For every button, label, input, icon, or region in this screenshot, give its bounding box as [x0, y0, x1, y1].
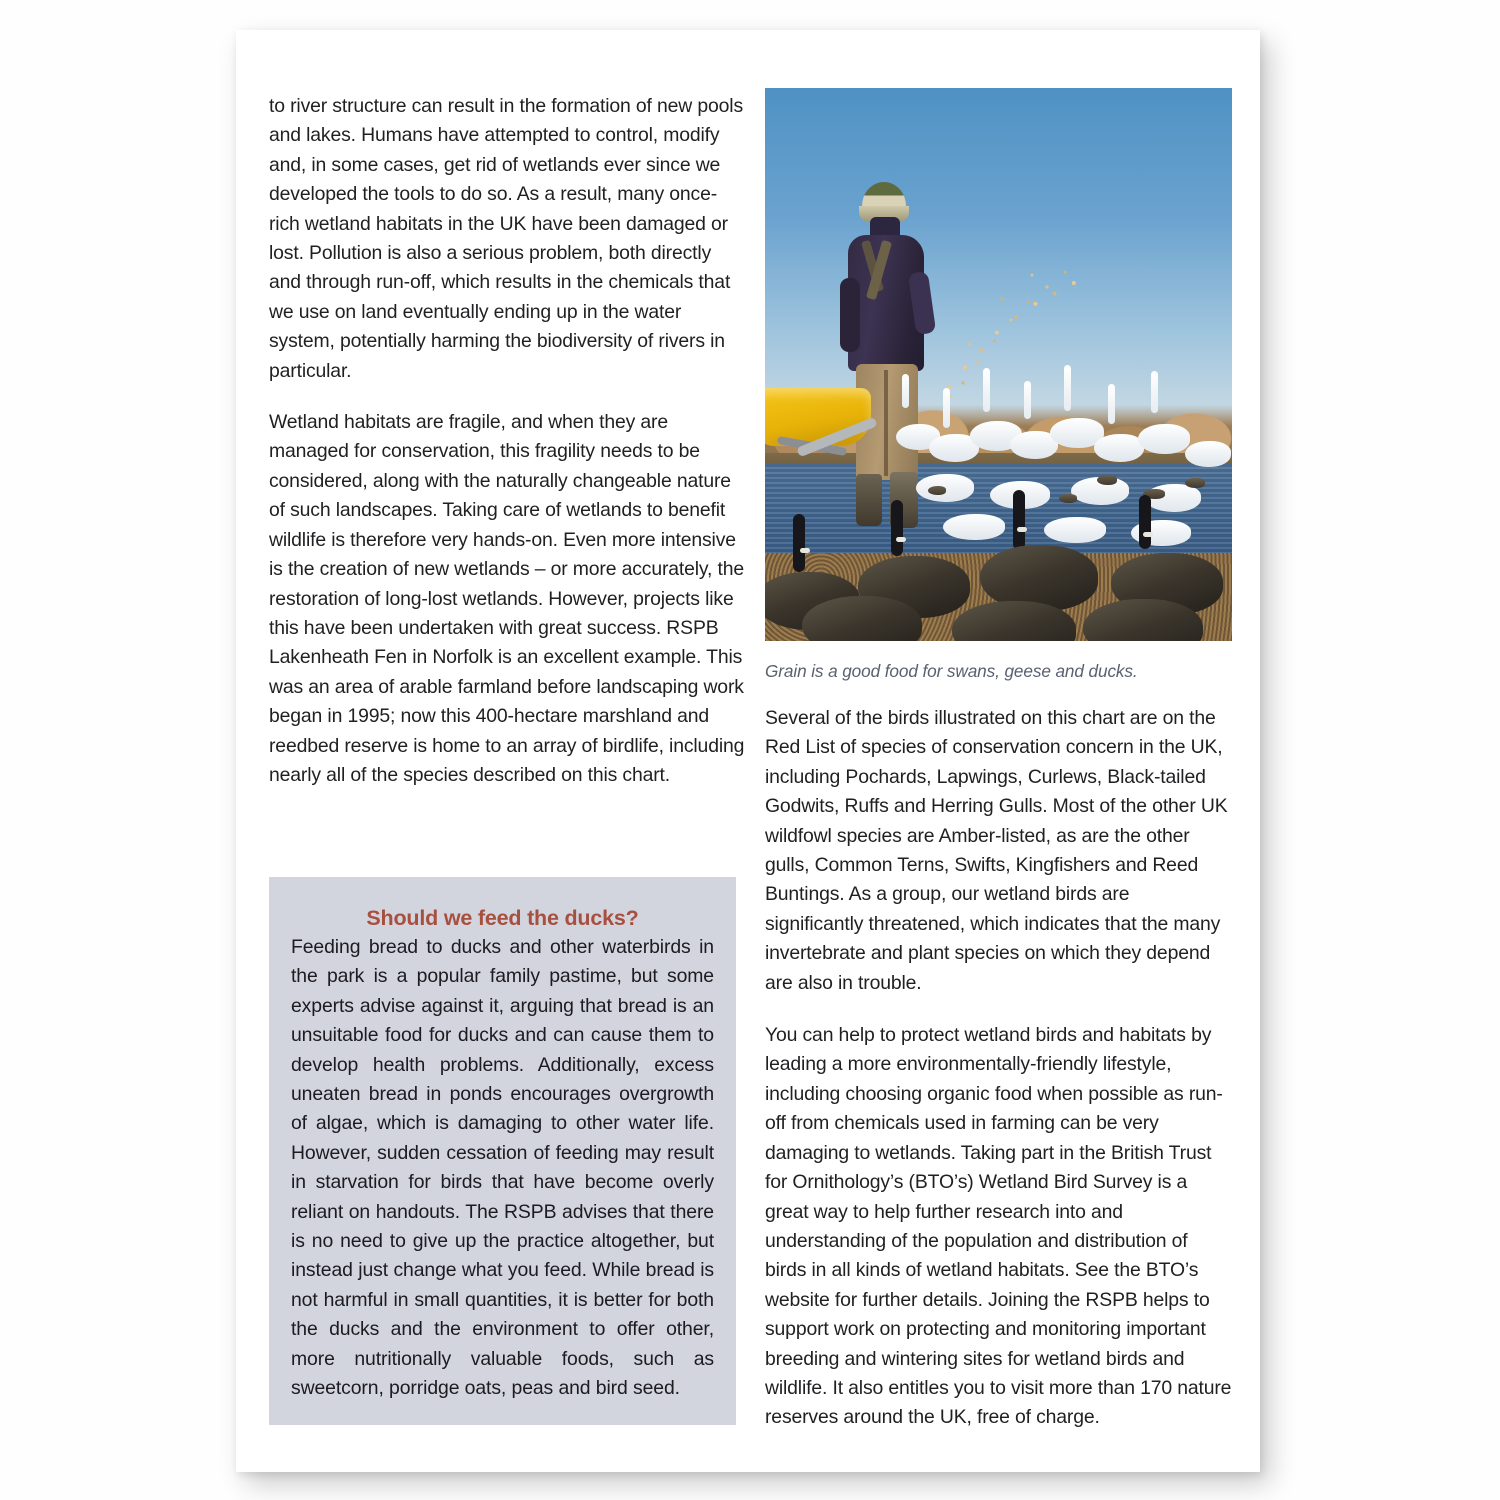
goose-neck [1139, 495, 1151, 549]
document-page [236, 30, 1260, 1472]
swan [1185, 441, 1231, 467]
knitted-hat [862, 182, 906, 222]
swan-neck [943, 388, 950, 428]
photo-figure [765, 88, 1232, 682]
left-arm [840, 278, 860, 352]
swan-neck [1151, 371, 1158, 413]
callout-title: Should we feed the ducks? [366, 906, 639, 930]
swan-neck [1108, 384, 1115, 424]
goose-cheek-patch [896, 537, 906, 542]
photo-caption: Grain is a good food for swans, geese and ducks. [765, 661, 1138, 681]
callout-body-text: Feeding bread to ducks and other waterbirds in the park is a popular family pastime, but some experts advise against it, arguing that bread is an unsuitable food for ducks and can cause them to develop health problems. Additionally, excess uneaten bread in ponds encourages overgrowth of algae, which is damaging to other water life. However, sudden cessation of feeding may result in starvation for birds that have become overly reliant on handouts. The RSPB advises that there is no need to give up the practice altogether, but instead just change what you feed. While bread is not harmful in small quantities, it is better for both the ducks and the environment to offer other, more nutritionally valuable foods, such as sweetcorn, porridge oats, peas and bird seed. [291, 936, 714, 1400]
duck [928, 486, 946, 495]
duck [1059, 494, 1077, 503]
swan-neck [1064, 365, 1071, 411]
yellow-wheelbarrow [765, 376, 885, 466]
goose-neck [1013, 490, 1025, 550]
goose-body [952, 601, 1076, 641]
photo-scene [765, 88, 1232, 641]
swan [1138, 424, 1190, 454]
sidebar-callout-box [269, 877, 736, 1425]
goose-neck [891, 500, 903, 556]
right-text-column [765, 88, 1232, 1456]
body-paragraph: to river structure can result in the formation of new pools and lakes. Humans have attempted to control, modify and, in some cases, get rid of wetlands ever since we developed the tools to do so. As a result, many once-rich wetland habitats in the UK have been damaged or lost. Pollution is also a serious problem, both directly and through run-off, which results in the chemicals that we use on land eventually ending up in the water system, potentially harming the biodiversity of rivers in particular. [269, 95, 743, 382]
goose-cheek-patch [1017, 527, 1027, 532]
body-paragraph: Wetland habitats are fragile, and when they are managed for conservation, this fragility needs to be considered, along with the naturally changeable nature of such landscapes. Taking care of wetlands to benefit wildlife is therefore very hands-on. Even more intensive is the creation of new wetlands – or more accurately, the restoration of long-lost wetlands. However, projects like this have been undertaken with great success. RSPB Lakenheath Fen in Norfolk is an excellent example. This was an area of arable farmland before landscaping work began in 1995; now this 400-hectare marshland and reedbed reserve is home to an array of birdlife, including nearly all of the species described on this chart. [269, 411, 745, 786]
canada-goose-flock [765, 508, 1232, 641]
goose-body [802, 596, 922, 641]
photograph [765, 88, 1232, 641]
duck [1185, 478, 1205, 488]
swan-neck [1024, 381, 1031, 419]
body-paragraph: Several of the birds illustrated on this chart are on the Red List of species of conservation concern in the UK, including Pochards, Lapwings, Curlews, Black-tailed Godwits, Ruffs and Herring Gulls. Most of the other UK wildfowl species are Amber-listed, as are the other gulls, Common Terns, Swifts, Kingfishers and Reed Buntings. As a group, our wetland birds are significantly threatened, which indicates that the many invertebrate and plant species on which they depend are also in trouble. [765, 707, 1228, 994]
goose-neck [793, 514, 805, 572]
swan [1094, 434, 1144, 462]
swan-neck [902, 374, 909, 408]
goose-cheek-patch [1143, 532, 1153, 537]
duck [1097, 475, 1117, 485]
left-text-column [269, 92, 747, 790]
goose-cheek-patch [800, 548, 810, 553]
body-paragraph: You can help to protect wetland birds and habitats by leading a more environmentally-friendly lifestyle, including choosing organic food when possible as run-off from chemicals used in farming can be very damaging to wetlands. Taking part in the British Trust for Ornithology’s (BTO’s) Wetland Bird Survey is a great way to help further research into and understanding of the population and distribution of birds in all kinds of wetland habitats. See the BTO’s website for further details. Joining the RSPB helps to support work on protecting and monitoring important breeding and wintering sites for wetland birds and wildlife. It also entitles you to visit more than 170 nature reserves around the UK, free of charge. [765, 1024, 1232, 1429]
swan-neck [983, 368, 990, 412]
